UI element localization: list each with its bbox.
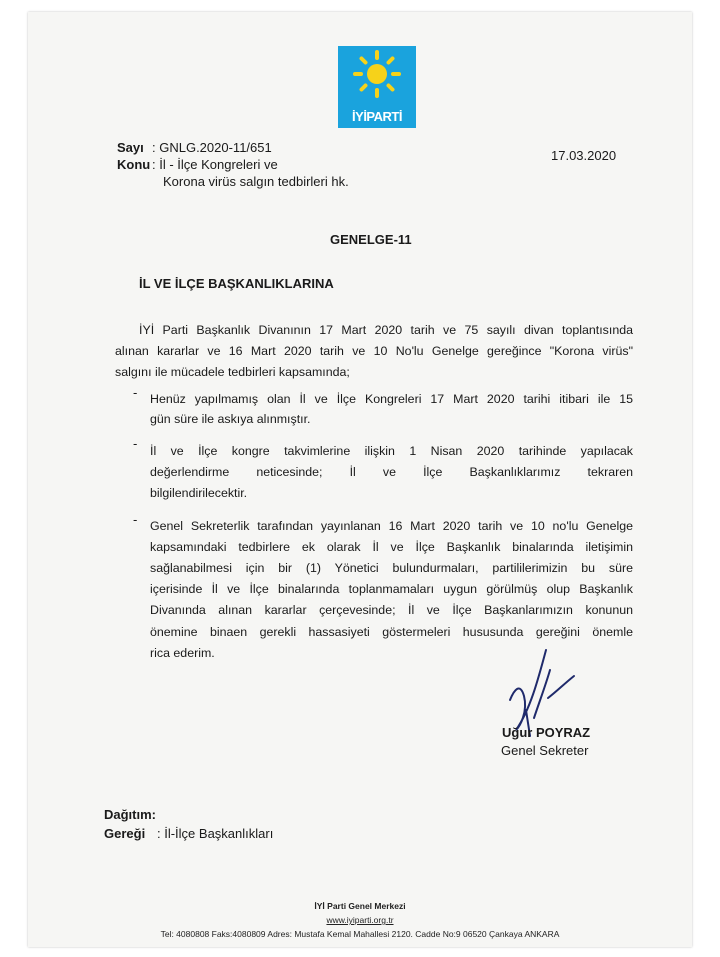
bullet-2-mark: - (133, 436, 138, 451)
signatory-title: Genel Sekreter (501, 743, 589, 758)
bullet-3-line-1: Genel Sekreterlik tarafından yayınlanan 16 Mart 2020 tarih ve 10 no'lu Genelge (150, 519, 633, 533)
bullet-3-line-4: içerisinde İl ve İlçe binalarında toplanmamaları uygun görülmüş olup Başkanlık (150, 582, 633, 596)
bullet-1-line-2: gün süre ile askıya alınmıştır. (150, 412, 311, 426)
bullet-2-line-1: İl ve İlçe kongre takvimlerine ilişkin 1 Nisan 2020 tarihinde yapılacak (150, 444, 633, 458)
intro-line-3: salgını ile mücadele tedbirleri kapsamında; (115, 365, 350, 379)
bullet-3-line-5: Divanında alınan kararlar çerçevesinde; İl ve İlçe Başkanlarımızın konunun (150, 603, 633, 617)
sayi-value: : GNLG.2020-11/651 (152, 140, 272, 155)
signatory-name: Uğur POYRAZ (502, 725, 591, 740)
intro-line-2: alınan kararlar ve 16 Mart 2020 tarih ve 10 No'lu Genelge gereğince "Korona virüs" (115, 344, 633, 358)
bullet-3-line-7: rica ederim. (150, 646, 215, 660)
geregi-label: Gereği (104, 826, 146, 841)
document-date: 17.03.2020 (551, 148, 617, 163)
sayi-label: Sayı (117, 140, 144, 155)
bullet-2-line-2: değerlendirme neticesinde; İl ve İlçe Başkanlıklarımız tekraren (150, 465, 633, 479)
intro-line-1: İYİ Parti Başkanlık Divanının 17 Mart 2020 tarih ve 75 sayılı divan toplantısında (139, 323, 633, 337)
addressee: İL VE İLÇE BAŞKANLIKLARINA (139, 276, 334, 291)
sun-icon (338, 46, 416, 108)
konu-value-line1: : İl - İlçe Kongreleri ve (152, 157, 278, 172)
bullet-3-mark: - (133, 512, 138, 527)
bullet-2-line-3: bilgilendirilecektir. (150, 486, 248, 500)
bullet-3-line-2: kapsamındaki tedbirlere ek olarak İl ve İlçe Başkanlık binalarında iletişimin (150, 540, 633, 554)
footer-website[interactable]: www.iyiparti.org.tr (326, 915, 394, 925)
geregi-value: : İl-İlçe Başkanlıkları (157, 826, 274, 841)
document-title: GENELGE-11 (330, 232, 412, 247)
bullet-3-line-6: önemine binaen gerekli hassasiyeti göstermeleri hususunda gereğini önemle (150, 625, 633, 639)
konu-value-line2: Korona virüs salgın tedbirleri hk. (163, 174, 349, 189)
footer-org: İYİ Parti Genel Merkezi (314, 901, 406, 911)
bullet-1-mark: - (133, 385, 138, 400)
logo-text: İYİPARTİ (352, 109, 402, 124)
konu-label: Konu (117, 157, 151, 172)
party-logo (338, 46, 416, 128)
bullet-3-line-3: sağlanabilmesi için bir (1) Yönetici bulundurmaları, partililerimizin bu süre (150, 561, 633, 575)
distribution-label: Dağıtım: (104, 807, 156, 822)
footer-contact: Tel: 4080808 Faks:4080809 Adres: Mustafa Kemal Mahallesi 2120. Cadde No:9 06520 Çankaya ANKARA (160, 929, 560, 939)
bullet-1-line-1: Henüz yapılmamış olan İl ve İlçe Kongreleri 17 Mart 2020 tarihi itibari ile 15 (150, 392, 633, 406)
